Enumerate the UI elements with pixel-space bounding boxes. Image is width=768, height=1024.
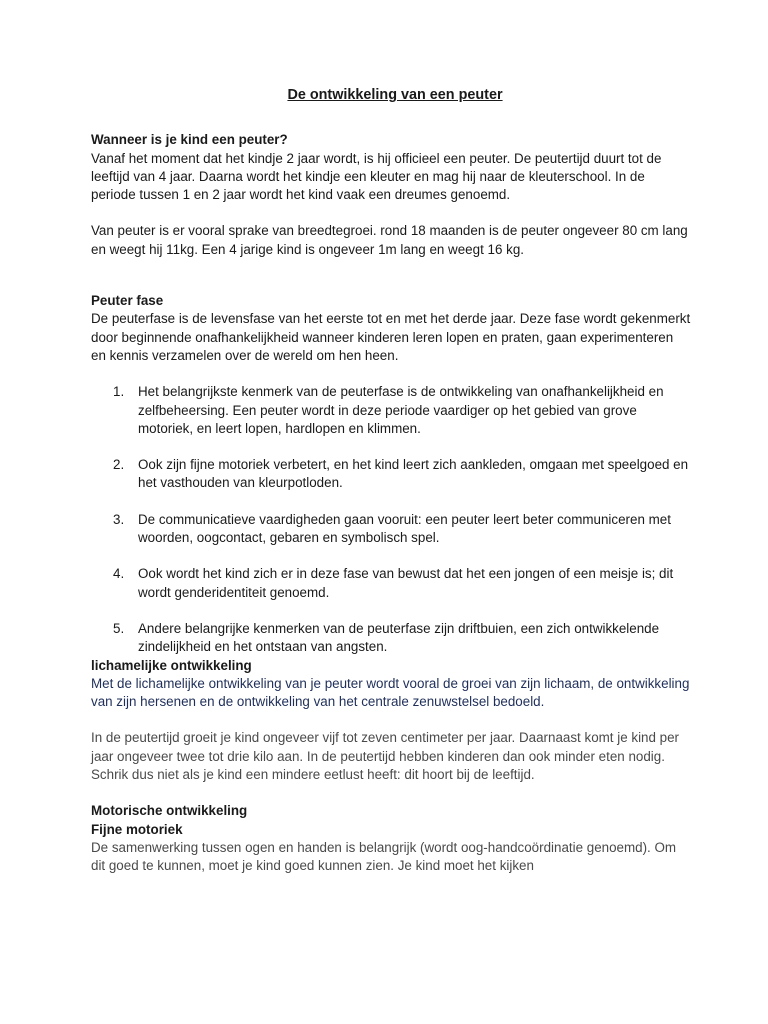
paragraph-breedtegroei: Van peuter is er vooral sprake van breedtegroei. rond 18 maanden is de peuter ongeveer 80 cm lang en weegt hij 11kg. Een 4 jarige kind is ongeveer 1m lang en weegt 16 kg.	[91, 223, 688, 257]
heading-peuter-fase: Peuter fase	[91, 293, 164, 309]
list-text: Het belangrijkste kenmerk van de peuterfase is de ontwikkeling van onafhankelijkheid en zelfbeheersing. Een peuter wordt in deze periode vaardiger op het gebied van grove motoriek, en leert lopen, hardlopen en klimmen.	[138, 384, 664, 436]
list-item	[91, 565, 691, 602]
list-number: 1.	[113, 384, 125, 400]
list-number: 4.	[113, 566, 125, 582]
list-number: 2.	[113, 457, 125, 473]
list-item	[91, 456, 691, 493]
document-title: De ontwikkeling van een peuter	[287, 87, 503, 103]
list-text: Ook zijn fijne motoriek verbetert, en het kind leert zich aankleden, omgaan met speelgoed en het vasthouden van kleurpotloden.	[138, 457, 689, 491]
paragraph-lichamelijke-ontwikkeling: Met de lichamelijke ontwikkeling van je peuter wordt vooral de groei van zijn lichaam, de ontwikkeling van zijn hersenen en de ontwikkeling van het centrale zenuwstelsel bedoeld.	[91, 675, 690, 710]
heading-lichamelijke-ontwikkeling: lichamelijke ontwikkeling	[91, 657, 252, 673]
list-number: 5.	[113, 620, 125, 636]
subheading-fijne-motoriek: Fijne motoriek	[91, 821, 183, 837]
list-item	[91, 511, 691, 548]
list-text: Andere belangrijke kenmerken van de peuterfase zijn driftbuien, een zich ontwikkelende zindelijkheid en het ontstaan van angsten.	[138, 620, 660, 655]
paragraph-peuter-leeftijd: Vanaf het moment dat het kindje 2 jaar wordt, is hij officieel een peuter. De peutertijd duurt tot de leeftijd van 4 jaar. Daarna wordt het kindje een kleuter en mag hij naar de kleuterschool. In de periode tussen 1 en 2 jaar wordt het kind vaak een dreumes genoemd.	[91, 150, 662, 203]
peuterfase-list	[91, 383, 691, 656]
list-text: De communicatieve vaardigheden gaan vooruit: een peuter leert beter communiceren met woorden, oogcontact, gebaren en symbolisch spel.	[138, 511, 671, 546]
list-number: 3.	[113, 511, 125, 527]
heading-wanneer-peuter: Wanneer is je kind een peuter?	[91, 132, 288, 148]
paragraph-oog-hand: De samenwerking tussen ogen en handen is belangrijk (wordt oog-handcoördinatie genoemd). Om dit goed te kunnen, moet je kind goed kunnen zien. Je kind moet het kijken	[91, 839, 677, 874]
paragraph-peuterfase: De peuterfase is de levensfase van het eerste tot en met het derde jaar. Deze fase wordt gekenmerkt door beginnende onafhankelijkheid wanneer kinderen leren lopen en praten, gaan experimenteren en kennis verzamelen over de wereld om hen heen.	[91, 311, 691, 363]
list-item	[91, 383, 691, 438]
document-content	[91, 86, 691, 876]
list-text: Ook wordt het kind zich er in deze fase van bewust dat het een jongen of een meisje is; dit wordt genderidentiteit genoemd.	[138, 566, 674, 600]
heading-motorische-ontwikkeling: Motorische ontwikkeling	[91, 803, 248, 819]
paragraph-groei: In de peutertijd groeit je kind ongeveer vijf tot zeven centimeter per jaar. Daarnaast komt je kind per jaar ongeveer twee tot drie kilo aan. In de peutertijd hebben kinderen dan ook minder eten nodig. Schrik dus niet als je kind een mindere eetlust heeft: dit hoort bij de leeftijd.	[91, 730, 680, 783]
list-item	[91, 620, 691, 657]
